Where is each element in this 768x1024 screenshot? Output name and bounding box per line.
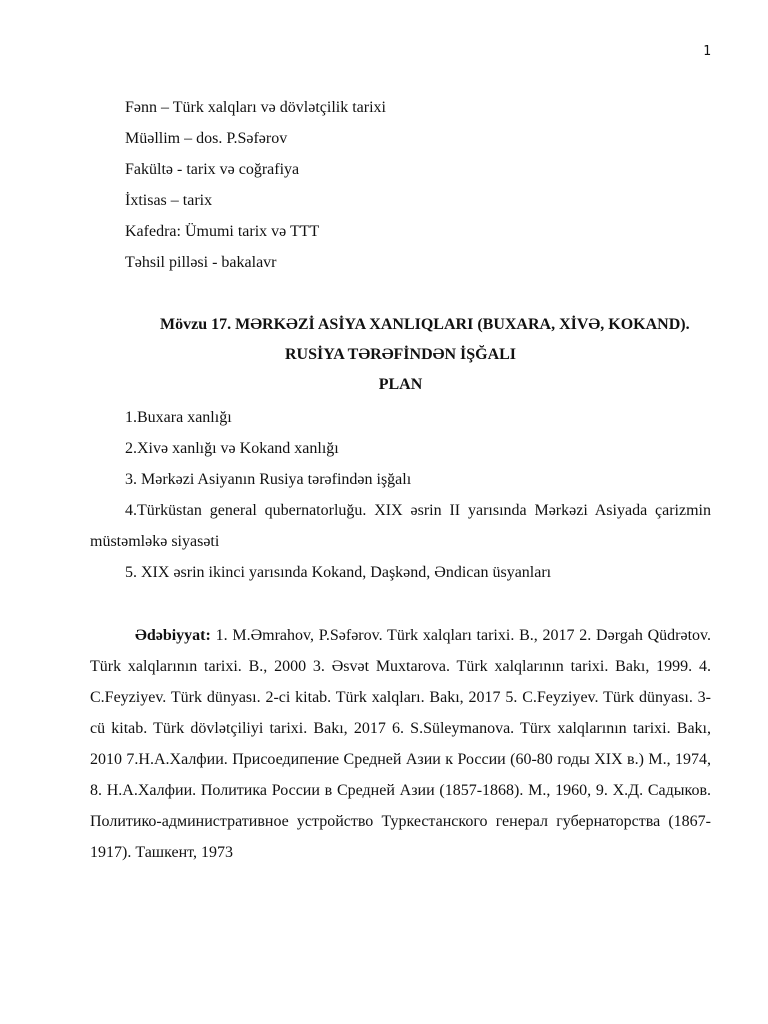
subject-line: Fənn – Türk xalqları və dövlətçilik tarixi — [125, 99, 386, 116]
topic-title-line-2: RUSİYA TƏRƏFİNDƏN İŞĞALI — [284, 346, 517, 363]
plan-item: 5. XIX əsrin ikinci yarısında Kokand, Daşkənd, Əndican üsyanları — [125, 564, 552, 581]
page-number: 1 — [703, 44, 711, 59]
specialty-line: İxtisas – tarix — [125, 192, 213, 209]
topic-title — [90, 310, 711, 400]
plan-item: 1.Buxara xanlığı — [125, 409, 232, 426]
plan-item: 2.Xivə xanlığı və Kokand xanlığı — [125, 440, 339, 457]
course-info — [125, 92, 386, 278]
department-line: Kafedra: Ümumi tarix və TTT — [125, 223, 320, 240]
literature-text: 1. M.Əmrahov, P.Səfərov. Türk xalqları tarixi. B., 2017 2. Dərgah Qüdrətov. Türk xalqlarının tarixi. B., 2000 3. Əsvət Muxtarova. Türk xalqlarının tarixi. Bakı, 1999. 4. C.Feyziyev. Türk dünyası. 2-ci kitab. Türk xalqları. Bakı, 2017 5. C.Feyziyev. Türk dünyası. 3-cü kitab. Türk dövlətçiliyi tarixi. Bakı, 2017 6. S.Süleymanova. Türx xalqlarının tarixi. Bakı, 2010 7.Н.А.Халфии. Присоедипение Средней Азии к России (60-80 годы XIX в.) М., 1974, 8. Н.А.Халфии. Политика России в Средней Азии (1857-1868). М., 1960, 9. Х.Д. Садыков. Политико-административное устройство Туркестанского генерал губернаторства (1867-1917). Ташкент, 1973 — [90, 627, 711, 861]
literature-paragraph — [90, 620, 711, 868]
faculty-line: Fakültə - tarix və coğrafiya — [125, 161, 300, 178]
teacher-line: Müəllim – dos. P.Səfərov — [125, 130, 288, 147]
plan-item: 4.Türküstan general qubernatorluğu. XIX əsrin II yarısında Mərkəzi Asiyada çarizmin müstəmləkə siyasəti — [90, 502, 711, 550]
literature-label: Ədəbiyyat: — [135, 627, 211, 644]
plan-list — [90, 402, 711, 588]
topic-title-line-1: Mövzu 17. MƏRKƏZİ ASİYA XANLIQLARI (BUXARA, XİVƏ, KOKAND). — [160, 316, 690, 333]
plan-item: 3. Mərkəzi Asiyanın Rusiya tərəfindən işğalı — [125, 471, 412, 488]
plan-heading: PLAN — [378, 376, 423, 393]
level-line: Təhsil pilləsi - bakalavr — [125, 254, 277, 271]
